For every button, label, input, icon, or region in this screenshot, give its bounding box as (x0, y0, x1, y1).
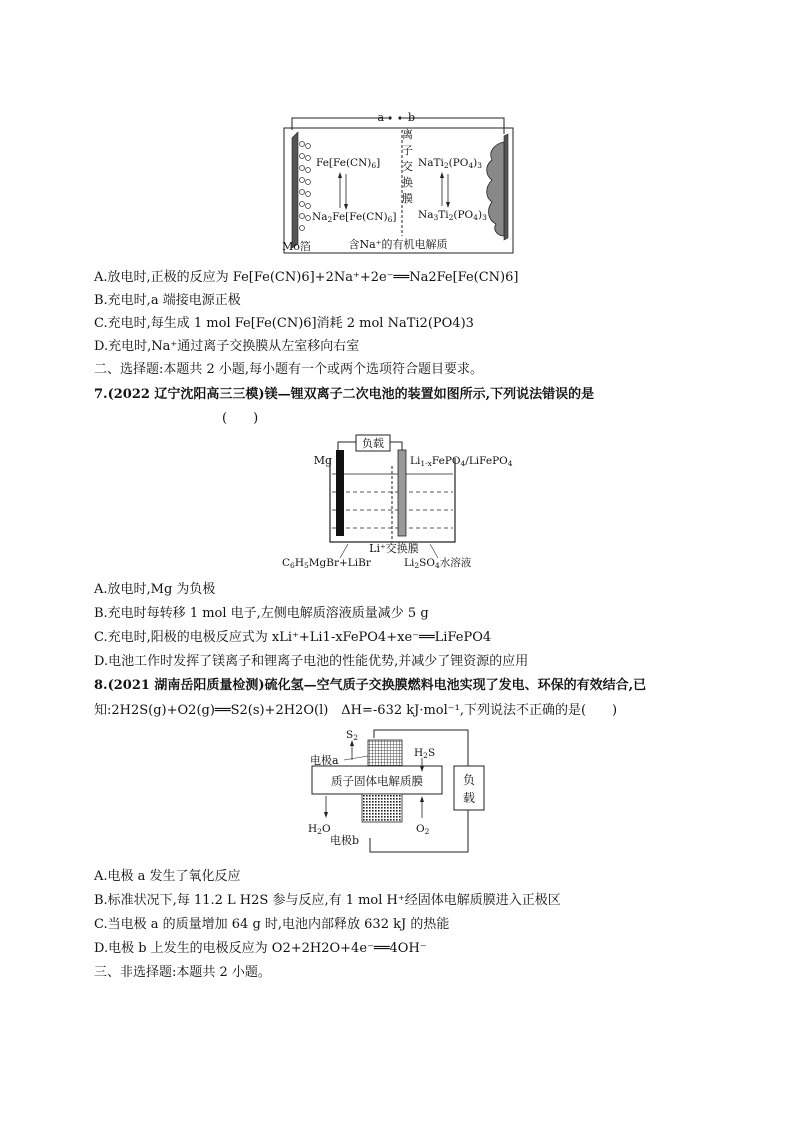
left-top-species: Fe[Fe(CN)6] (316, 157, 381, 170)
electrode-b-label: 电极b (330, 834, 360, 847)
membrane-label: Li⁺交换膜 (369, 542, 419, 555)
q6-option-b: B.充电时,a 端接电源正极 (94, 293, 241, 308)
svg-text:离: 离 (402, 128, 413, 141)
mg-electrode (336, 450, 344, 536)
mg-label: Mg (313, 454, 332, 467)
electrode-a-label: 电极a (310, 754, 339, 767)
right-top-species: NaTi2(PO4)3 (418, 157, 483, 170)
q8-option-b: B.标准状况下,每 11.2 L H2S 参与反应,有 1 mol H⁺经固体电解质膜进入正极区 (94, 893, 561, 908)
q6-option-d: D.充电时,Na⁺通过离子交换膜从左室移向右室 (94, 339, 360, 354)
svg-text:膜: 膜 (402, 192, 413, 205)
q8-option-a: A.电极 a 发生了氧化反应 (94, 869, 241, 884)
q6-option-a: A.放电时,正极的反应为 Fe[Fe(CN)6]+2Na⁺+2e⁻══Na2Fe[Fe(CN)6] (94, 270, 519, 285)
membrane-label: 质子固体电解质膜 (331, 774, 423, 788)
load-label: 负载 (362, 437, 384, 450)
o2-label: O2 (416, 823, 430, 836)
q6-option-c: C.充电时,每生成 1 mol Fe[Fe(CN)6]消耗 2 mol NaTi2(PO4)3 (94, 316, 474, 331)
figure-h2s-fuel-cell (300, 726, 500, 858)
electrolyte-label: 含Na⁺的有机电解质 (348, 238, 448, 251)
terminal-b: b (408, 111, 416, 124)
svg-text:载: 载 (462, 791, 476, 805)
right-solution-label: Li2SO4水溶液 (404, 557, 472, 570)
q7-stem: 7.(2022 辽宁沈阳高三三模)镁—锂双离子二次电池的装置如图所示,下列说法错误的是 (94, 387, 595, 402)
q8-stem-line1: 8.(2021 湖南岳阳质量检测)硫化氢—空气质子交换膜燃料电池实现了发电、环保的有效结合,已 (94, 678, 647, 693)
membrane-label (402, 128, 413, 205)
q8-option-c: C.当电极 a 的质量增加 64 g 时,电池内部释放 632 kJ 的热能 (94, 917, 450, 932)
q8-option-d: D.电极 b 上发生的电极反应为 O2+2H2O+4e⁻══4OH⁻ (94, 941, 427, 956)
left-solution-label: C6H5MgBr+LiBr (282, 557, 371, 570)
h2o-label: H2O (308, 823, 331, 836)
s2-label: S2 (346, 729, 358, 742)
figure-mg-li-battery (280, 434, 520, 570)
svg-text:换: 换 (402, 176, 413, 189)
right-bottom-species: Na3Ti2(PO4)3 (418, 209, 487, 222)
svg-text:子: 子 (402, 144, 413, 157)
q8-stem-line2: 知:2H2S(g)+O2(g)══S2(s)+2H2O(l) ΔH=-632 kJ·mol⁻¹,下列说法不正确的是( ) (94, 703, 618, 718)
terminal-a: a (377, 111, 384, 124)
q7-option-a: A.放电时,Mg 为负极 (94, 582, 216, 597)
figure-battery-1 (278, 108, 518, 258)
h2s-label: H2S (414, 747, 436, 760)
q7-option-c: C.充电时,阳极的电极反应式为 xLi⁺+Li1-xFePO4+xe⁻══LiFePO4 (94, 630, 492, 645)
q7-option-b: B.充电时每转移 1 mol 电子,左侧电解质溶液质量减少 5 g (94, 606, 429, 621)
svg-text:交: 交 (402, 160, 413, 173)
q7-option-d: D.电池工作时发挥了镁离子和锂离子电池的性能优势,并减少了锂资源的应用 (94, 654, 529, 669)
section-2-heading: 二、选择题:本题共 2 小题,每小题有一个或两个选项符合题目要求。 (94, 362, 484, 377)
vessel (330, 458, 455, 542)
right-electrode-label: Li1-xFePO4/LiFePO4 (410, 455, 513, 468)
prussian-blue-particles (300, 142, 311, 231)
mo-foil-electrode (292, 132, 298, 248)
right-electrode-material (504, 134, 508, 240)
lifepo4-electrode (398, 450, 406, 536)
q7-answer-paren: ( ) (222, 411, 259, 426)
section-3-heading: 三、非选择题:本题共 2 小题。 (94, 965, 271, 980)
left-bottom-species: Na2Fe[Fe(CN)6] (312, 211, 397, 224)
electrode-b (362, 794, 402, 822)
mo-foil-label: Mo箔 (282, 240, 311, 253)
svg-text:负: 负 (462, 773, 476, 787)
electrode-a (368, 740, 402, 766)
